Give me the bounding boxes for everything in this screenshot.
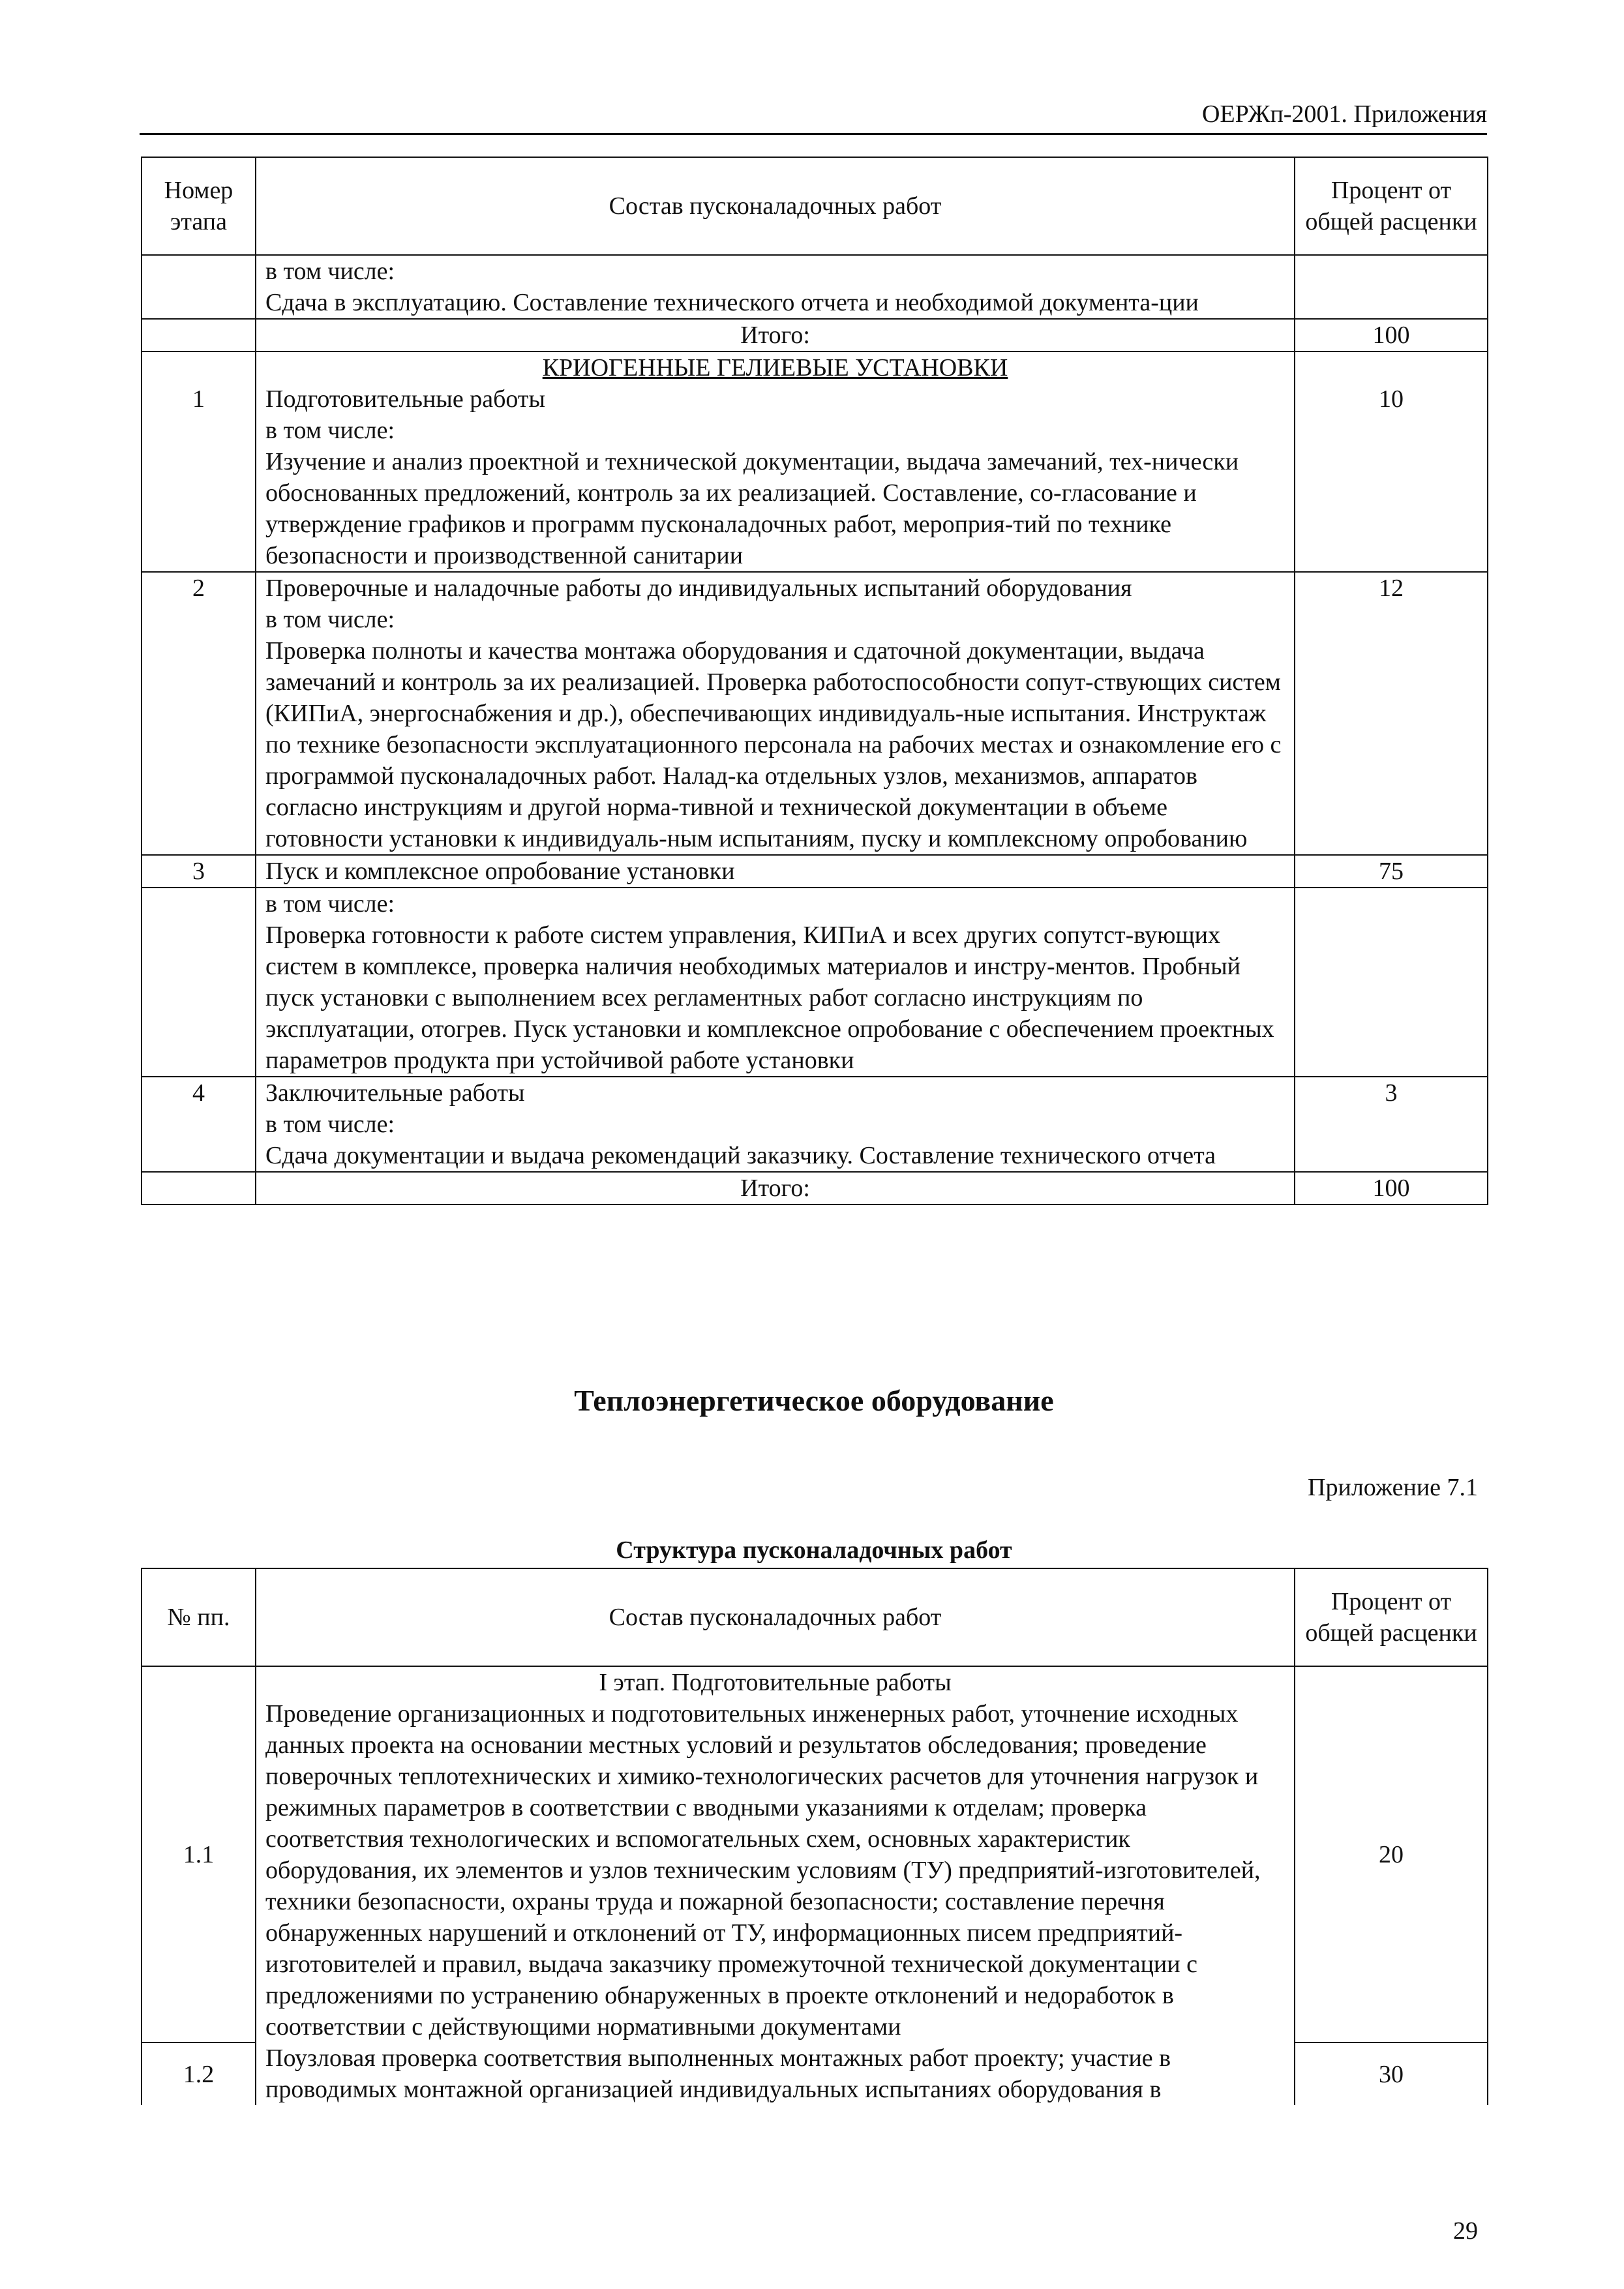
including-label: в том числе: <box>265 1111 395 1138</box>
row-number: 3 <box>142 855 256 888</box>
total-label: Итого: <box>256 1172 1295 1204</box>
row-number-text: 1 <box>192 385 205 413</box>
table-header-row <box>142 1568 1488 1666</box>
section-heading: КРИОГЕННЫЕ ГЕЛИЕВЫЕ УСТАНОВКИ <box>542 354 1008 382</box>
row-content <box>256 1666 1295 2042</box>
row-percent <box>1295 255 1488 319</box>
row-description: Изучение и анализ проектной и технической документации, выдача замечаний, тех-нически обоснованных предложений, контроль за их реализацией. Составление, со-гласование и утверждение графиков и программ пусконаладочных работ, мероприя-тий по технике безопасности и производственной санитарии <box>265 448 1239 569</box>
cryogenic-works-table <box>141 157 1488 1205</box>
header-percent: Процент от общей расценки <box>1295 157 1488 255</box>
row-content <box>256 888 1295 1077</box>
table-row <box>142 255 1488 319</box>
row-number: 2 <box>142 572 256 855</box>
total-label: Итого: <box>256 319 1295 352</box>
table-row <box>142 352 1488 572</box>
row-description: Сдача документации и выдача рекомендаций заказчику. Составление технического отчета <box>265 1142 1216 1169</box>
row-content <box>256 255 1295 319</box>
row-number <box>142 255 256 319</box>
header-stage-number: Номер этапа <box>142 157 256 255</box>
row-number <box>142 352 256 572</box>
table-header-row <box>142 157 1488 255</box>
row-percent <box>1295 352 1488 572</box>
row-number: 1.1 <box>142 1666 256 2042</box>
heat-power-works-table <box>141 1568 1488 2105</box>
total-row <box>142 319 1488 352</box>
stage-heading: I этап. Подготовительные работы <box>599 1669 952 1696</box>
total-empty-cell <box>142 1172 256 1204</box>
appendix-label: Приложение 7.1 <box>1308 1474 1478 1501</box>
row-description: Сдача в эксплуатацию. Составление технического отчета и необходимой документа-ции <box>265 289 1199 316</box>
table-row <box>142 2042 1488 2105</box>
row-percent: 30 <box>1295 2042 1488 2105</box>
row-content <box>256 572 1295 855</box>
row-number: 4 <box>142 1077 256 1172</box>
row-content <box>256 1077 1295 1172</box>
row-percent: 3 <box>1295 1077 1488 1172</box>
running-header <box>140 97 1487 135</box>
row-percent: 20 <box>1295 1666 1488 2042</box>
including-label: в том числе: <box>265 258 395 285</box>
table-row <box>142 1666 1488 2042</box>
row-number <box>142 888 256 1077</box>
row-content <box>256 2042 1295 2105</box>
row-number: 1.2 <box>142 2042 256 2105</box>
table-row <box>142 888 1488 1077</box>
header-work-content: Состав пусконаладочных работ <box>256 157 1295 255</box>
row-percent: 12 <box>1295 572 1488 855</box>
section-title: Теплоэнергетическое оборудование <box>574 1384 1054 1417</box>
row-description: Проведение организационных и подготовительных инженерных работ, уточнение исходных данных проекта на основании местных условий и результатов обследования; проведение поверочных теплотехнических и химико-технологических расчетов для уточнения нагрузок и режимных параметров в соответствии с вводными указаниями к отделам; проверка соответствия технологических и вспомогательных схем, основных характеристик оборудования, их элементов и узлов техническим условиям (ТУ) предприятий-изготовителей, техники безопасности, охраны труда и пожарной безопасности; составление перечня обнаруженных нарушений и отклонений от ТУ, информационных писем предприятий-изготовителей и правил, выдача заказчику промежуточной технической документации с предложениями по устранению обнаруженных в проекте отклонений и недоработок в соответствии с действующими нормативными документами <box>265 1700 1261 2041</box>
row-content <box>256 855 1295 888</box>
header-item-number: № пп. <box>142 1568 256 1666</box>
table-caption: Структура пусконаладочных работ <box>616 1536 1012 1564</box>
row-percent <box>1295 888 1488 1077</box>
row-percent-text: 10 <box>1379 385 1404 413</box>
total-row <box>142 1172 1488 1204</box>
row-title: Проверочные и наладочные работы до индивидуальных испытаний оборудования <box>265 575 1132 602</box>
table-row <box>142 1077 1488 1172</box>
row-title: Пуск и комплексное опробование установки <box>265 858 735 885</box>
row-description: Проверка готовности к работе систем управления, КИПиА и всех других сопутст-вующих систем в комплексе, проверка наличия необходимых материалов и инстру-ментов. Пробный пуск установки с выполнением всех регламентных работ согласно инструкциям по эксплуатации, отогрев. Пуск установки и комплексное опробование с обеспечением проектных параметров продукта при устойчивой работе установки <box>265 921 1274 1074</box>
page-number: 29 <box>1453 2217 1478 2245</box>
total-value: 100 <box>1295 319 1488 352</box>
including-label: в том числе: <box>265 890 395 918</box>
header-work-content: Состав пусконаладочных работ <box>256 1568 1295 1666</box>
including-label: в том числе: <box>265 606 395 633</box>
table-row <box>142 855 1488 888</box>
row-content <box>256 352 1295 572</box>
header-title: ОЕРЖп-2001. Приложения <box>1201 100 1487 128</box>
row-title: Заключительные работы <box>265 1079 525 1107</box>
table-row <box>142 572 1488 855</box>
row-percent: 75 <box>1295 855 1488 888</box>
row-title: Подготовительные работы <box>265 385 546 413</box>
total-empty-cell <box>142 319 256 352</box>
header-percent: Процент от общей расценки <box>1295 1568 1488 1666</box>
row-description: Поузловая проверка соответствия выполненных монтажных работ проекту; участие в проводимых монтажной организацией индивидуальных испытаниях оборудования в <box>265 2044 1171 2103</box>
total-value: 100 <box>1295 1172 1488 1204</box>
including-label: в том числе: <box>265 417 395 444</box>
row-description: Проверка полноты и качества монтажа оборудования и сдаточной документации, выдача замечаний и контроль за их реализацией. Проверка работоспособности сопут-ствующих систем (КИПиА, энергоснабжения и др.), обеспечивающих индивидуаль-ные испытания. Инструктаж по технике безопасности эксплуатационного персонала на рабочих местах и ознакомление его с программой пусконаладочных работ. Налад-ка отдельных узлов, механизмов, аппаратов согласно инструкциям и другой норма-тивной и технической документации в объеме готовности установки к индивидуаль-ным испытаниям, пуску и комплексному опробованию <box>265 637 1282 852</box>
